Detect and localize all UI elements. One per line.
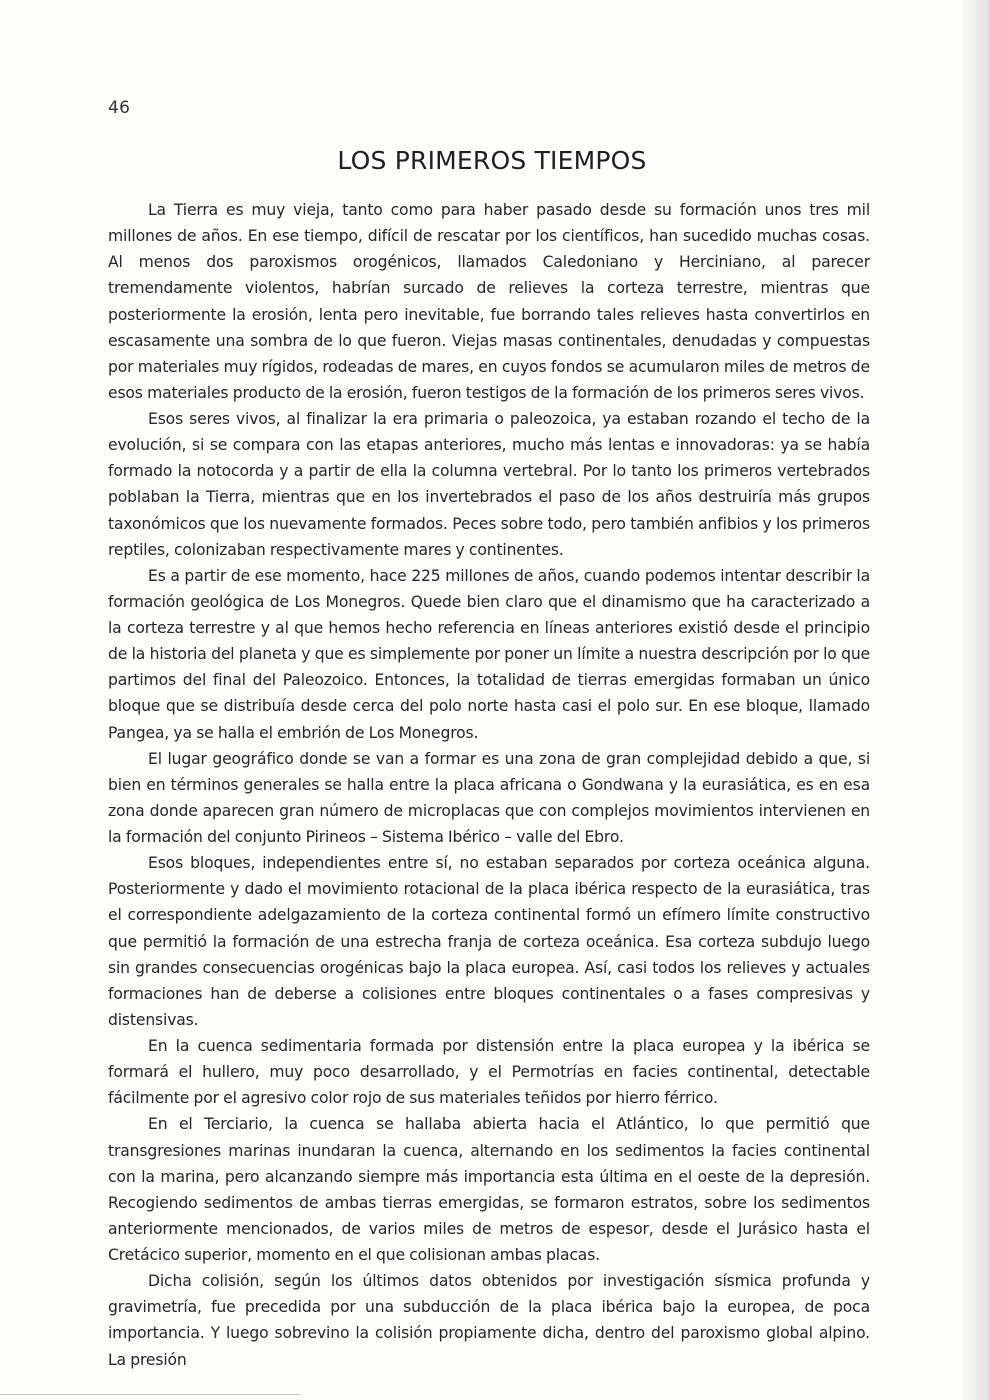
paragraph: Esos seres vivos, al finalizar la era primaria o paleozoica, ya estaban rozando el techo de la evolución, si se compara con las etapas anteriores, mucho más lentas e innovadoras: ya se había formado la notocorda y a partir de ella la columna vertebral. Por lo tanto los primeros vertebrados poblaban la Tierra, mientras que en los invertebrados el paso de los años destruiría más grupos taxonómicos que los nuevamente formados. Peces sobre todo, pero también anfibios y los primeros reptiles, colonizaban respectivamente mares y continentes. xyxy=(108,410,870,559)
body-text xyxy=(108,197,870,1373)
paragraph: En el Terciario, la cuenca se hallaba abierta hacia el Atlántico, lo que permitió que transgresiones marinas inundaran la cuenca, alternando en los sedimentos la facies continental con la marina, pero alcanzando siempre más importancia esta última en el oeste de la depresión. Recogiendo sedimentos de ambas tierras emergidas, se formaron estratos, sobre los sedimentos anteriormente mencionados, de varios miles de metros de espesor, desde el Jurásico hasta el Cretácico superior, momento en el que colisionan ambas placas. xyxy=(108,1115,870,1264)
bottom-scan-line xyxy=(0,1394,300,1395)
page-number: 46 xyxy=(108,98,131,118)
paragraph: Esos bloques, independientes entre sí, no estaban separados por corteza oceánica alguna. Posteriormente y dado el movimiento rotacional de la placa ibérica respecto de la eurasiática, tras el correspondiente adelgazamiento de la corteza continental formó un efímero límite constructivo que permitió la formación de una estrecha franja de corteza oceánica. Esa corteza subdujo luego sin grandes consecuencias orogénicas bajo la placa europea. Así, casi todos los relieves y actuales formaciones han de deberse a colisiones entre bloques continentales o a fases compresivas y distensivas. xyxy=(108,854,870,1029)
chapter-title: LOS PRIMEROS TIEMPOS xyxy=(337,146,647,175)
paragraph: La Tierra es muy vieja, tanto como para haber pasado desde su formación unos tres mil millones de años. En ese tiempo, difícil de rescatar por los científicos, han sucedido muchas cosas. Al menos dos paroxismos orogénicos, llamados Caledoniano y Herciniano, al parecer tremendamente violentos, habrían surcado de relieves la corteza terrestre, mientras que posteriormente la erosión, lenta pero inevitable, fue borrando tales relieves hasta convertirlos en escasamente una sombra de lo que fueron. Viejas masas continentales, denudadas y compuestas por materiales muy rígidos, rodeadas de mares, en cuyos fondos se acumularon miles de metros de esos materiales producto de la erosión, fueron testigos de la formación de los primeros seres vivos. xyxy=(108,201,870,402)
paragraph: Es a partir de ese momento, hace 225 millones de años, cuando podemos intentar describir la formación geológica de Los Monegros. Quede bien claro que el dinamismo que ha caracterizado a la corteza terrestre y al que hemos hecho referencia en líneas anteriores existió desde el principio de la historia del planeta y que es simplemente por poner un límite a nuestra descripción por lo que partimos del final del Paleozoico. Entonces, la totalidad de tierras emergidas formaban un único bloque que se distribuía desde cerca del polo norte hasta casi el polo sur. En ese bloque, llamado Pangea, ya se halla el embrión de Los Monegros. xyxy=(108,566,870,742)
paragraph: El lugar geográfico donde se van a formar es una zona de gran complejidad debido a que, si bien en términos generales se halla entre la placa africana o Gondwana y la eurasiática, es en esa zona donde aparecen gran número de microplacas que con complejos movimientos intervienen en la formación del conjunto Pirineos – Sistema Ibérico – valle del Ebro. xyxy=(108,749,870,846)
paragraph: En la cuenca sedimentaria formada por distensión entre la placa europea y la ibérica se formará el hullero, muy poco desarrollado, y el Permotrías en facies continental, detectable fácilmente por el agresivo color rojo de sus materiales teñidos por hierro férrico. xyxy=(108,1037,870,1108)
page-edge-shadow xyxy=(963,0,989,1400)
paragraph: Dicha colisión, según los últimos datos obtenidos por investigación sísmica profunda y gravimetría, fue precedida por una subducción de la placa ibérica bajo la europea, de poca importancia. Y luego sobrevino la colisión propiamente dicha, dentro del paroxismo global alpino. La presión xyxy=(108,1272,870,1369)
